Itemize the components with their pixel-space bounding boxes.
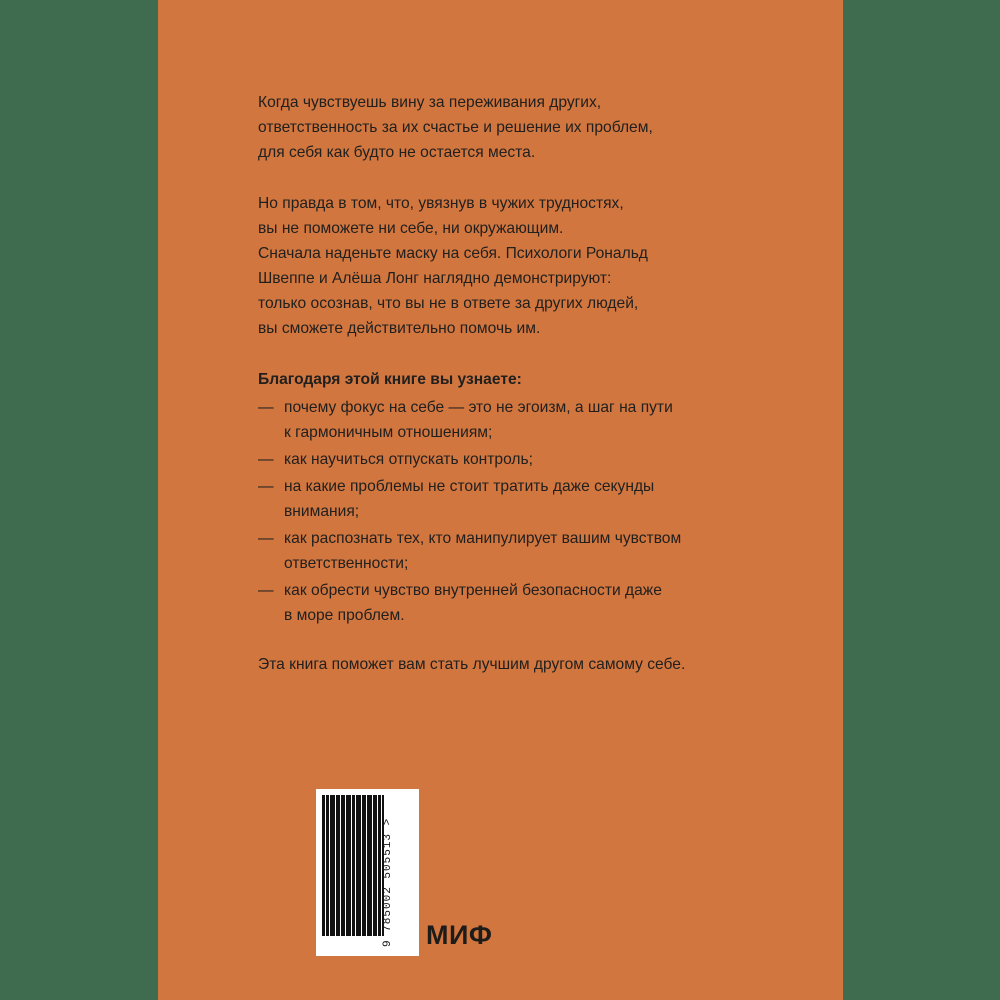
list-item-line: как распознать тех, кто манипулирует вашим чувством — [284, 530, 682, 547]
list-item — [258, 526, 783, 576]
list-item — [258, 395, 783, 445]
list-item-text — [284, 526, 783, 576]
blurb-line: Когда чувствуешь вину за переживания других, — [258, 94, 602, 111]
benefits-section — [258, 367, 783, 628]
list-item-line: ответственности; — [284, 555, 409, 572]
blurb-line: для себя как будто не остается места. — [258, 144, 536, 161]
list-item-text — [284, 395, 783, 445]
bullet-dash-icon: — — [258, 582, 274, 599]
list-item-line: к гармоничным отношениям; — [284, 424, 493, 441]
publisher-logo: МИФ — [426, 920, 493, 950]
list-item-line: на какие проблемы не стоит тратить даже секунды — [284, 478, 655, 495]
list-item-text — [284, 447, 783, 472]
list-item-text — [284, 474, 783, 524]
bullet-dash-icon: — — [258, 451, 274, 468]
list-item-line: внимания; — [284, 503, 360, 520]
bullet-dash-icon: — — [258, 530, 274, 547]
list-item — [258, 578, 783, 628]
barcode-bars-icon — [322, 795, 384, 936]
list-item-line: в море проблем. — [284, 607, 405, 624]
blurb-line: Сначала наденьте маску на себя. Психологи Рональд — [258, 245, 648, 262]
blurb-line: только осознав, что вы не в ответе за других людей, — [258, 295, 639, 312]
blurb-text — [258, 90, 783, 703]
barcode — [316, 789, 419, 956]
list-item-line: почему фокус на себе — это не эгоизм, а шаг на пути — [284, 399, 673, 416]
blurb-closing-line: Эта книга поможет вам стать лучшим другом самому себе. — [258, 656, 686, 673]
blurb-paragraph-1 — [258, 90, 783, 165]
list-item-text — [284, 578, 783, 628]
blurb-paragraph-2 — [258, 191, 783, 341]
benefits-heading: Благодаря этой книге вы узнаете: — [258, 371, 522, 388]
blurb-line: вы не поможете ни себе, ни окружающим. — [258, 220, 564, 237]
blurb-line: вы сможете действительно помочь им. — [258, 320, 541, 337]
blurb-line: ответственность за их счастье и решение их проблем, — [258, 119, 653, 136]
list-item — [258, 447, 783, 472]
bullet-dash-icon: — — [258, 399, 274, 416]
blurb-line: Швеппе и Алёша Лонг наглядно демонстрируют: — [258, 270, 612, 287]
list-item — [258, 474, 783, 524]
cover-panel — [158, 0, 843, 1000]
barcode-digits: 9 785002 505513 > — [382, 817, 394, 947]
benefits-list — [258, 395, 783, 628]
list-item-line: как обрести чувство внутренней безопасности даже — [284, 582, 662, 599]
blurb-line: Но правда в том, что, увязнув в чужих трудностях, — [258, 195, 624, 212]
list-item-line: как научиться отпускать контроль; — [284, 451, 533, 468]
bullet-dash-icon: — — [258, 478, 274, 495]
